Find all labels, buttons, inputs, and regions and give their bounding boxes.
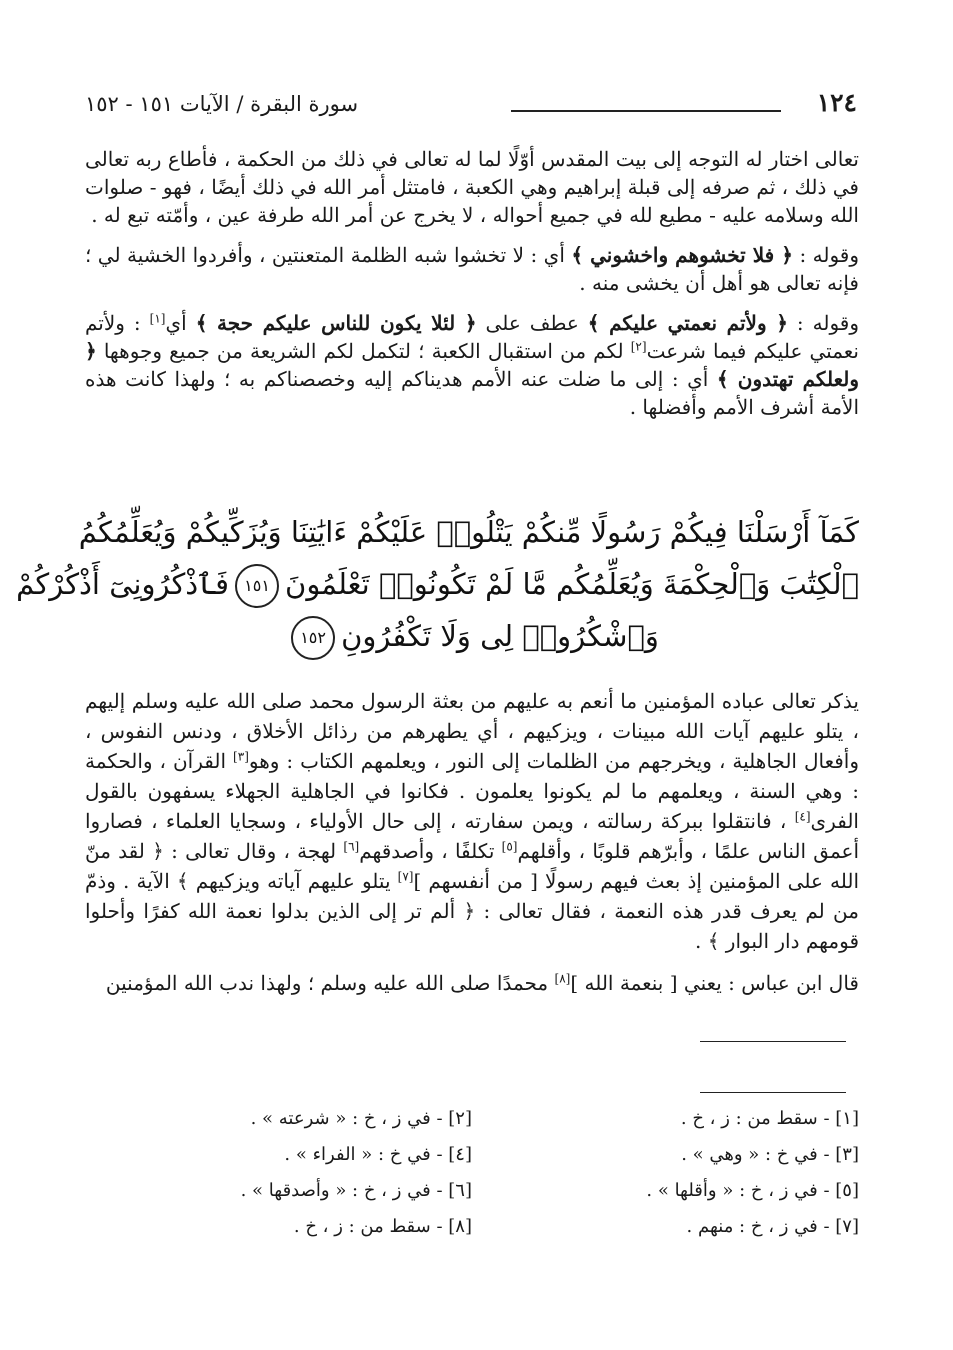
footnote-ref-8[interactable]: [٨] <box>554 971 571 986</box>
header-rule <box>511 110 781 112</box>
text-run: وقوله : <box>787 311 859 335</box>
quran-quote: يتلو عليهم آياته ويزكيهم ﴾ <box>176 869 398 893</box>
text-run: الآية . وذمّ من لم يعرف قدر هذه النعمة ، فقال تعالى : <box>85 869 859 923</box>
text-run: قال ابن عباس : يعني [ بنعمة الله ] <box>570 971 859 995</box>
ayah-number-marker: ١٥١ <box>235 564 279 608</box>
footnote-ref-2[interactable]: [٢] <box>630 339 647 354</box>
footnote-ref-4[interactable]: [٤] <box>794 809 811 824</box>
verse-line-3 <box>85 610 859 662</box>
quran-quote: ﴿ لئلا يكون للناس عليكم حجة ﴾ <box>195 311 477 335</box>
footnote-7: [٧] - في ز ، خ : منهم . <box>686 1216 859 1237</box>
commentary-bottom <box>85 686 859 1010</box>
footnote-8: [٨] - سقط من : ز ، خ . <box>293 1216 472 1237</box>
paragraph-3 <box>85 309 859 421</box>
text-run: عطف على <box>476 311 588 335</box>
text-run: لهجة ، وقال تعالى : <box>163 839 344 863</box>
footnote-ref-6[interactable]: [٦] <box>343 839 360 854</box>
text-run: لكم من استقبال الكعبة ؛ لتكمل لكم الشريعة من جميع وجوهها <box>96 339 631 363</box>
quran-quote: ﴿ ولعلكم تهتدون ﴾ <box>85 339 859 391</box>
verse-line-2 <box>16 558 859 610</box>
footnote-row <box>85 1144 859 1180</box>
footnote-ref-1[interactable]: [١] <box>149 311 166 326</box>
footnote-row <box>85 1108 859 1144</box>
paragraph-1: تعالى اختار له التوجه إلى بيت المقدس أوّلًا لما له تعالى في ذلك من الحكمة ، فأطاع ربه تعالى في ذلك ، ثم صرفه إلى قبلة إبراهيم وهي الكعبة ، فامتثل أمر الله في ذلك أيضًا ، فهو - صلوات الله وسلامه عليه - مطيع لله في جميع أحواله ، لا يخرج عن أمر الله طرفة عين ، وأمّته تبع له . <box>85 147 859 227</box>
footnote-separator <box>700 1092 846 1093</box>
quran-quote: ﴿ لقد منّ الله على المؤمنين إذ بعث فيهم رسولًا [ من أنفسهم ] <box>85 839 860 893</box>
footnote-5: [٥] - في ز ، خ : « وأقلها » . <box>646 1180 859 1201</box>
text-run: أي : إلى ما ضلت عنه الأمم هديناكم إليه وخصصناكم به ؛ ولهذا كانت هذه الأمة أشرف الأمم وأفضلها . <box>85 367 859 419</box>
text-run: ، فانتقلوا ببركة رسالته ، ويمن سفارته ، إلى حال الأولياء ، وسجايا العلماء ، فصاروا أعمق الناس علمًا ، وأبرّهم قلوبًا ، وأقلهم <box>85 809 859 863</box>
page-header <box>85 88 857 128</box>
text-run: وقوله : <box>793 243 860 267</box>
text-run: أي <box>165 311 196 335</box>
ayah-number-marker: ١٥٢ <box>291 616 335 660</box>
verse-text: ٱلْكِتَٰبَ وَٱلْحِكْمَةَ وَيُعَلِّمُكُم مَّا لَمْ تَكُونُوا۟ تَعْلَمُونَ <box>285 567 859 601</box>
footnote-6: [٦] - في ز ، خ : « وأصدقها » . <box>240 1180 472 1201</box>
text-run: : ولأتم نعمتي عليكم فيما شرعت <box>85 311 859 363</box>
footnote-1: [١] - سقط من : ز ، خ . <box>680 1108 859 1129</box>
footnote-row <box>85 1180 859 1216</box>
quran-quote: ﴿ ولأتم نعمتي عليكم ﴾ <box>587 311 788 335</box>
text-end-rule <box>700 1041 846 1042</box>
footnote-ref-3[interactable]: [٣] <box>233 749 249 764</box>
quran-quote: ﴿ فلا تخشوهم واخشوني ﴾ <box>571 243 793 267</box>
footnote-row <box>85 1216 859 1252</box>
running-title: سورة البقرة / الآيات ١٥١ - ١٥٢ <box>85 92 359 116</box>
text-run: أي : لا تخشوا شبه الظلمة المتعنتين ، وأفردوا الخشية لي ؛ فإنه تعالى هو أهل أن يخشى منه . <box>85 243 859 295</box>
paragraph-4 <box>85 686 859 956</box>
verse-text: وَٱشْكُرُوا۟ لِى وَلَا تَكْفُرُونِ <box>341 619 659 653</box>
footnote-ref-7[interactable]: [٧] <box>397 869 414 884</box>
footnote-4: [٤] - في خ : « الفراء » . <box>284 1144 472 1165</box>
paragraph-5 <box>85 968 859 998</box>
verse-text: فَٱذْكُرُونِىٓ أَذْكُرْكُمْ <box>16 567 230 601</box>
quran-quote: ﴿ ألم تر إلى الذين بدلوا نعمة الله كفرًا وأحلوا قومهم دار البوار ﴾ <box>85 899 859 953</box>
footnote-3: [٣] - في خ : « وهي » . <box>681 1144 859 1165</box>
text-run: . <box>695 929 708 953</box>
paragraph-2 <box>85 241 859 297</box>
text-run: القرآن ، والحكمة : وهي السنة ، ويعلمهم ما لم يكونوا يعلمون . فكانوا في الجاهلية الجهلاء يسفهون بالقول الفرى <box>85 749 859 833</box>
text-run: يذكر تعالى عباده المؤمنين ما أنعم به عليهم من بعثة الرسول محمد صلى الله عليه وسلم إليهم ، يتلو عليهم آيات الله مبينات ، ويزكيهم ، أي يطهرهم من رذائل الأخلاق ، ودنس النفوس ، وأفعال الجاهلية ، ويخرجهم من الظلمات إلى النور ، ويعلمهم الكتاب : وهو <box>85 689 860 773</box>
page-number: ١٢٤ <box>816 88 857 117</box>
quran-verse-block <box>16 506 859 662</box>
footnotes <box>85 1108 859 1252</box>
footnote-2: [٢] - في ز ، خ : « شرعته » . <box>250 1108 472 1129</box>
commentary-top <box>85 145 859 433</box>
verse-line-1: كَمَآ أَرْسَلْنَا فِيكُمْ رَسُولًا مِّنكُمْ يَتْلُوا۟ عَلَيْكُمْ ءَايَٰتِنَا وَيُزَكِّيكُمْ وَيُعَلِّمُكُمُ <box>78 515 859 549</box>
text-run: تكلفًا ، وأصدقهم <box>359 839 502 863</box>
footnote-ref-5[interactable]: [٥] <box>501 839 518 854</box>
text-run: محمدًا صلى الله عليه وسلم ؛ ولهذا ندب الله المؤمنين <box>105 971 555 995</box>
